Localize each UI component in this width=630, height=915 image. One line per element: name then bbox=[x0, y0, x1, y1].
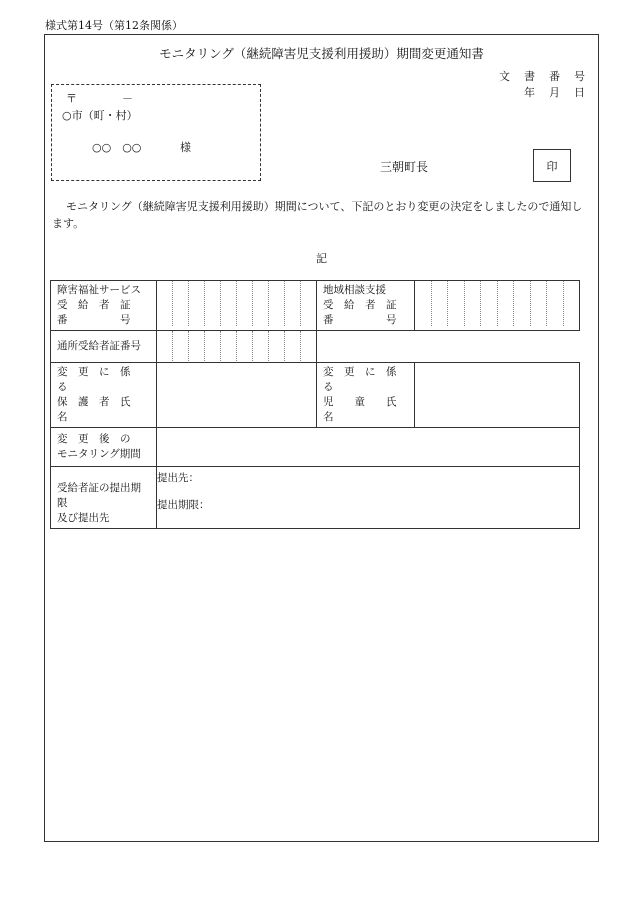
table-row bbox=[51, 428, 580, 467]
monitoring-period-label: 変 更 後 の モニタリング期間 bbox=[51, 428, 157, 467]
table-row bbox=[51, 331, 580, 363]
monitoring-period-field[interactable] bbox=[157, 428, 580, 467]
day-care-certificate-label: 通所受給者証番号 bbox=[51, 331, 157, 363]
address-box bbox=[51, 84, 261, 181]
service-certificate-label: 障害福祉サービス 受 給 者 証 番 号 bbox=[51, 281, 157, 331]
submission-deadline: 提出期限： bbox=[157, 499, 210, 511]
table-row bbox=[51, 467, 580, 529]
recipient-honorific: 様 bbox=[180, 141, 191, 154]
recipient-name: ○○ ○○ bbox=[92, 141, 142, 154]
document-title: モニタリング（継続障害児支援利用援助）期間変更通知書 bbox=[159, 46, 484, 61]
date-label: 年 月 日 bbox=[524, 86, 585, 99]
blank-cell bbox=[317, 331, 580, 363]
issuer-name: 三朝町長 bbox=[380, 160, 429, 174]
postal-dash: － bbox=[122, 92, 133, 105]
guardian-name-label: 変 更 に 係 る 保 護 者 氏 名 bbox=[51, 363, 157, 428]
ki-heading: 記 bbox=[316, 252, 327, 265]
service-certificate-digits[interactable] bbox=[157, 281, 317, 331]
form-number: 様式第14号（第12条関係） bbox=[45, 19, 183, 32]
document-number-block bbox=[430, 68, 585, 100]
submission-field[interactable] bbox=[157, 467, 580, 529]
table-row bbox=[51, 281, 580, 331]
seal-box: 印 bbox=[533, 149, 571, 182]
day-care-certificate-digits[interactable] bbox=[157, 331, 317, 363]
submission-label: 受給者証の提出期限 及び提出先 bbox=[51, 467, 157, 529]
regional-certificate-label: 地域相談支援 受 給 者 証 番 号 bbox=[317, 281, 415, 331]
child-name-field[interactable] bbox=[415, 363, 580, 428]
guardian-name-field[interactable] bbox=[157, 363, 317, 428]
notice-table bbox=[50, 280, 580, 529]
document-number-label: 文 書 番 号 bbox=[499, 70, 585, 83]
submission-destination: 提出先： bbox=[157, 472, 199, 484]
child-name-label: 変 更 に 係 る 児 童 氏 名 bbox=[317, 363, 415, 428]
recipient-city: ○市（町・村） bbox=[62, 109, 138, 122]
postal-mark: 〒 bbox=[66, 92, 77, 105]
regional-certificate-digits[interactable] bbox=[415, 281, 580, 331]
notice-body: モニタリング（継続障害児支援利用援助）期間について、下記のとおり変更の決定をしましたので通知します。 bbox=[52, 200, 583, 230]
table-row bbox=[51, 363, 580, 428]
